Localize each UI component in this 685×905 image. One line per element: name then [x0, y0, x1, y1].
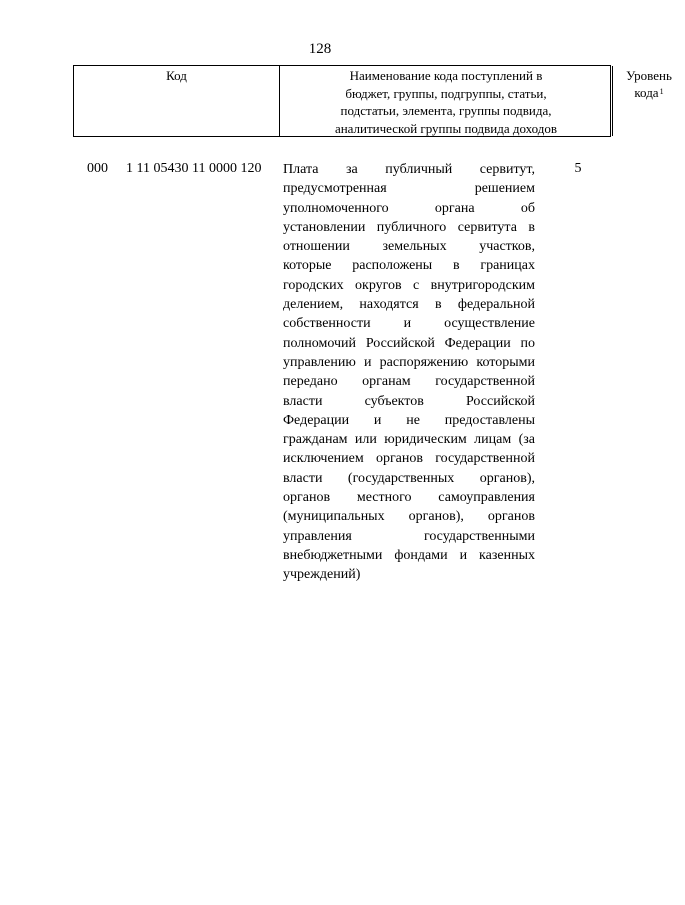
header-level-line1: Уровень — [626, 68, 672, 83]
description-line: отношении земельных участков, — [283, 239, 535, 255]
admin-code: 000 — [87, 161, 108, 176]
header-code: Код — [74, 66, 280, 136]
description-line: учреждений) — [283, 567, 361, 583]
description-line: которые расположены в границах — [283, 258, 535, 274]
description-line: Федерации и не предоставлены — [283, 412, 535, 428]
revenue-description — [283, 160, 535, 585]
description-line: собственности и осуществление — [283, 316, 535, 332]
code-level: 5 — [574, 161, 582, 176]
header-name-line: бюджет, группы, подгруппы, статьи, — [345, 85, 547, 101]
description-line: власти (государственных органов), — [283, 470, 535, 486]
description-line: исключением органов государственной — [283, 451, 535, 467]
description-line: управлению и распоряжению которыми — [283, 354, 535, 370]
footnote-marker: 1 — [659, 87, 664, 96]
description-line: делением, находятся в федеральной — [283, 297, 535, 313]
description-line: передано органам государственной — [283, 374, 535, 390]
page-number: 128 — [308, 41, 332, 57]
header-level — [613, 66, 685, 136]
description-line: власти субъектов Российской — [283, 393, 535, 409]
description-line: уполномоченного органа об — [283, 200, 535, 216]
description-line: городских округов с внутригородским — [283, 277, 535, 293]
header-name-line: подстатьи, элемента, группы подвида, — [340, 103, 552, 118]
description-line: органов местного самоуправления — [283, 490, 535, 506]
description-line: (муниципальных органов), органов — [283, 509, 535, 525]
header-level-line2 — [613, 84, 685, 101]
revenue-code: 1 11 05430 11 0000 120 — [126, 161, 262, 176]
header-name-line: Наименование кода поступлений в — [349, 68, 543, 83]
header-level-word: кода — [634, 85, 659, 100]
description-line: полномочий Российской Федерации по — [283, 335, 535, 351]
description-line: Плата за публичный сервитут, — [283, 162, 535, 177]
description-line: предусмотренная решением — [283, 181, 535, 197]
header-name — [280, 66, 613, 136]
description-line: внебюджетными фондами и казенных — [283, 547, 535, 563]
table-header — [73, 65, 672, 137]
description-line: гражданам или юридическим лицам (за — [283, 432, 535, 448]
header-name-line: аналитической группы подвида доходов — [334, 120, 558, 136]
description-line: управления государственными — [283, 528, 535, 544]
description-line: установлении публичного сервитута в — [283, 219, 535, 235]
